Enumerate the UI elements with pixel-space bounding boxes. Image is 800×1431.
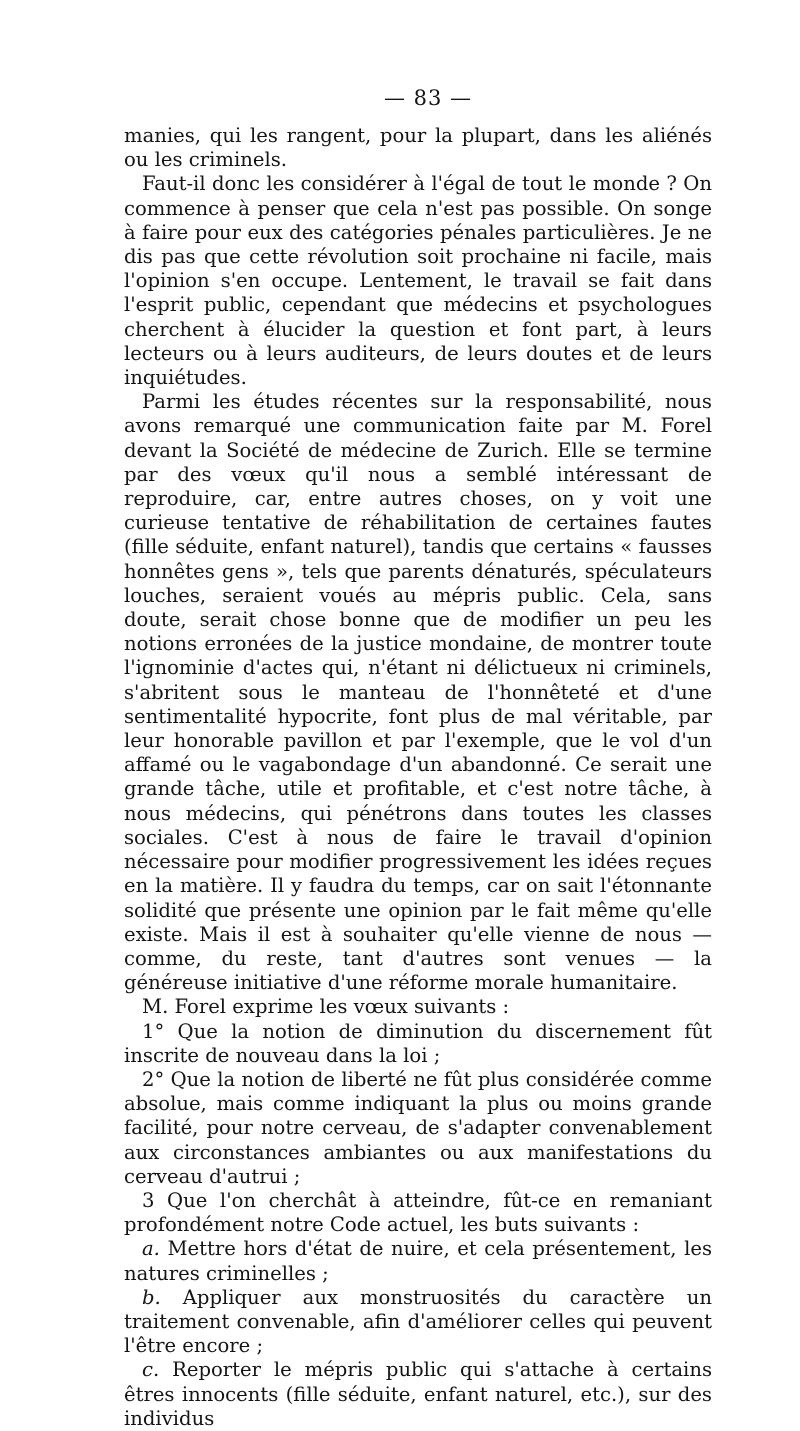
goal-b (124, 1286, 712, 1359)
page-number: — 83 — (383, 86, 473, 110)
goal-c-label: c. (142, 1358, 160, 1382)
goal-b-text: Appliquer aux monstruosités du caractère un traitement convenable, afin d'améliorer celles qui peuvent l'être encore ; (124, 1285, 712, 1358)
goal-a-label: a. (142, 1237, 160, 1261)
wish-3: 3 Que l'on cherchât à atteindre, fût-ce en remaniant profondément notre Code actuel, les buts suivants : (124, 1188, 712, 1237)
paragraph-forel-study: Parmi les études récentes sur la responsabilité, nous avons remarqué une communication faite par M. Forel devant la Société de médecine de Zurich. Elle se termine par des vœux qu'il nous a semblé intéressant de reproduire, car, entre autres choses, on y voit une curieuse tentative de réhabilitation de certaines fautes (fille séduite, enfant naturel), tandis que certains « fausses honnêtes gens », tels que parents dénaturés, spéculateurs louches, seraient voués au mépris public. Cela, sans doute, serait chose bonne que de modifier un peu les notions erronées de la justice mondaine, de montrer toute l'ignominie d'actes qui, n'étant ni délictueux ni criminels, s'abritent sous le manteau de l'honnêteté et d'une sentimentalité hypocrite, font plus de mal véritable, par leur honorable pavillon et par l'exemple, que le vol d'un affamé ou le vagabondage d'un abandonné. Ce serait une grande tâche, utile et profitable, et c'est notre tâche, à nous médecins, qui pénétrons dans toutes les classes sociales. C'est à nous de faire le travail d'opinion nécessaire pour modifier progressivement les idées reçues en la matière. Il y faudra du temps, car on sait l'étonnante solidité que présente une opinion par le fait même qu'elle existe. Mais il est à souhaiter qu'elle vienne de nous — comme, du reste, tant d'autres sont venues — la généreuse initiative d'une réforme morale humanitaire. (124, 390, 712, 995)
goal-b-label: b. (142, 1285, 161, 1309)
body-text (124, 124, 712, 1431)
goal-a-text: Mettre hors d'état de nuire, et cela présentement, les natures criminelles ; (124, 1237, 712, 1285)
wish-2: 2° Que la notion de liberté ne fût plus considérée comme absolue, mais comme indiquant la plus ou moins grande facilité, pour notre cerveau, de s'adapter convenablement aux circonstances ambiantes ou aux manifestations du cerveau d'autrui ; (124, 1067, 712, 1188)
paragraph-continued: manies, qui les rangent, pour la plupart, dans les aliénés ou les criminels. (124, 124, 712, 172)
goal-c-text: Reporter le mépris public qui s'attache à certains êtres innocents (fille séduite, enfant naturel, etc.), sur des individus (124, 1358, 712, 1430)
paragraph-wishes-intro: M. Forel exprime les vœux suivants : (142, 995, 510, 1019)
wish-1: 1° Que la notion de diminution du discernement fût inscrite de nouveau dans la loi ; (124, 1019, 712, 1067)
goal-c (124, 1358, 712, 1431)
paragraph-question: Faut-il donc les considérer à l'égal de tout le monde ? On commence à penser que cela n'est pas possible. On songe à faire pour eux des catégories pénales particulières. Je ne dis pas que cette révolution soit prochaine ni facile, mais l'opinion s'en occupe. Lentement, le travail se fait dans l'esprit public, cependant que médecins et psychologues cherchent à élucider la question et font part, à leurs lecteurs ou à leurs auditeurs, de leurs doutes et de leurs inquiétudes. (124, 172, 712, 390)
